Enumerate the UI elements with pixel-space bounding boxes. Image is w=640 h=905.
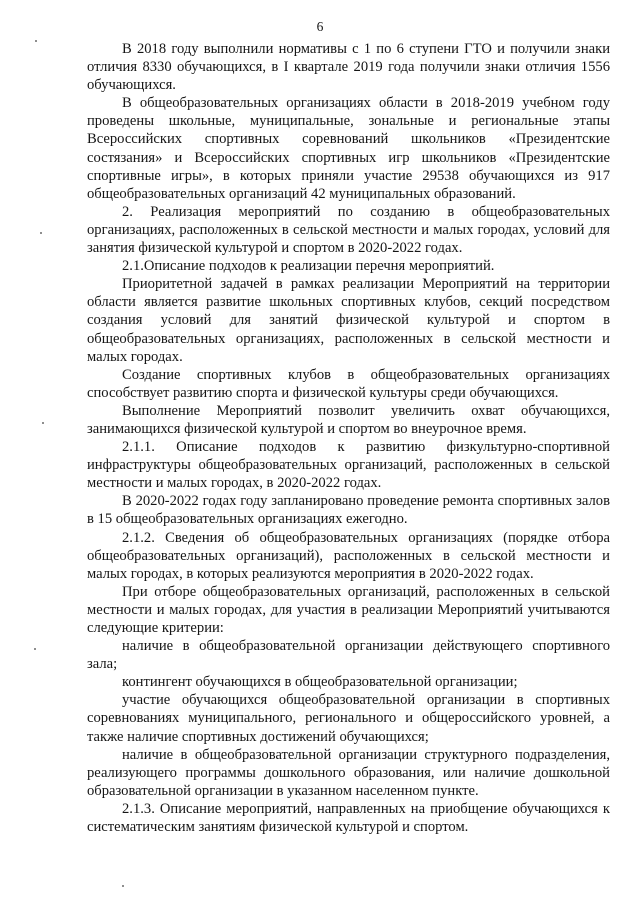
criterion-preschool: наличие в общеобразовательной организации структурного подразделения, реализующего программы дошкольного образования, или наличие дошкольной образовательной организации в указанном населенном пункте. [87,746,610,799]
criterion-contingent: контингент обучающихся в общеобразовательной организации; [122,674,518,691]
paragraph-priority-task: Приоритетной задачей в рамках реализации Мероприятий на территории области является развитие школьных спортивных клубов, секций посредством создания условий для занятий физической культурой и спортом в общеобразовательных организациях, расположенных в сельской местности и малых городах. [87,276,610,365]
paragraph-gto-results: В 2018 году выполнили нормативы с 1 по 6 ступени ГТО и получили знаки отличия 8330 обучающихся, в I квартале 2019 года получили знаки отличия 1556 обучающихся. [87,41,610,94]
page-number: 6 [316,19,324,34]
paragraph-selection-criteria: При отборе общеобразовательных организаций, расположенных в сельской местности и малых городах, для участия в реализации Мероприятий учитываются следующие критерии: [87,583,610,636]
scan-speck [34,648,36,650]
heading-section-2: 2. Реализация мероприятий по созданию в общеобразовательных организациях, расположенных в сельской местности и малых городах, условий для занятия физической культурой и спортом в 2020-2022 годах. [87,203,610,257]
paragraph-sport-clubs: Создание спортивных клубов в общеобразовательных организациях способствует развитию спорта и физической культуры среди обучающихся. [87,366,610,401]
scan-speck [122,885,124,887]
scan-speck [35,40,37,42]
scan-speck [42,422,44,424]
paragraph-repairs: В 2020-2022 годах году запланировано проведение ремонта спортивных залов в 15 общеобразовательных организациях ежегодно. [87,493,610,528]
paragraph-competitions: В общеобразовательных организациях области в 2018-2019 учебном году проведены школьные, муниципальные, зональные и региональные этапы Всероссийских спортивных соревнований школьников «Президентские состязания» и Всероссийских спортивных игр школьников «Президентские спортивные игры», в которых приняли участие 29538 обучающихся из 917 общеобразовательных организаций 42 муниципальных образований. [87,95,610,202]
heading-section-2-1-3: 2.1.3. Описание мероприятий, направленных на приобщение обучающихся к систематическим занятиям физической культурой и спортом. [87,800,610,836]
paragraph-coverage: Выполнение Мероприятий позволит увеличить охват обучающихся, занимающихся физической культурой и спортом во внеурочное время. [87,402,610,437]
heading-section-2-1-1: 2.1.1. Описание подходов к развитию физкультурно-спортивной инфраструктуры общеобразовательных организаций, расположенных в сельской местности и малых городах, в 2020-2022 годах. [87,439,610,492]
heading-section-2-1: 2.1.Описание подходов к реализации перечня мероприятий. [122,258,495,275]
scan-speck [40,232,42,234]
heading-section-2-1-2: 2.1.2. Сведения об общеобразовательных организациях (порядке отбора общеобразовательных организаций), расположенных в сельской местности и малых городах, в которых реализуются мероприятия в 2020-2022 годах. [87,529,610,582]
criterion-sport-hall: наличие в общеобразовательной организации действующего спортивного зала; [87,638,610,673]
document-body [87,40,610,836]
criterion-participation: участие обучающихся общеобразовательной организации в спортивных соревнованиях муниципального, регионального и общероссийского уровней, а также наличие спортивных достижений обучающихся; [87,692,610,745]
